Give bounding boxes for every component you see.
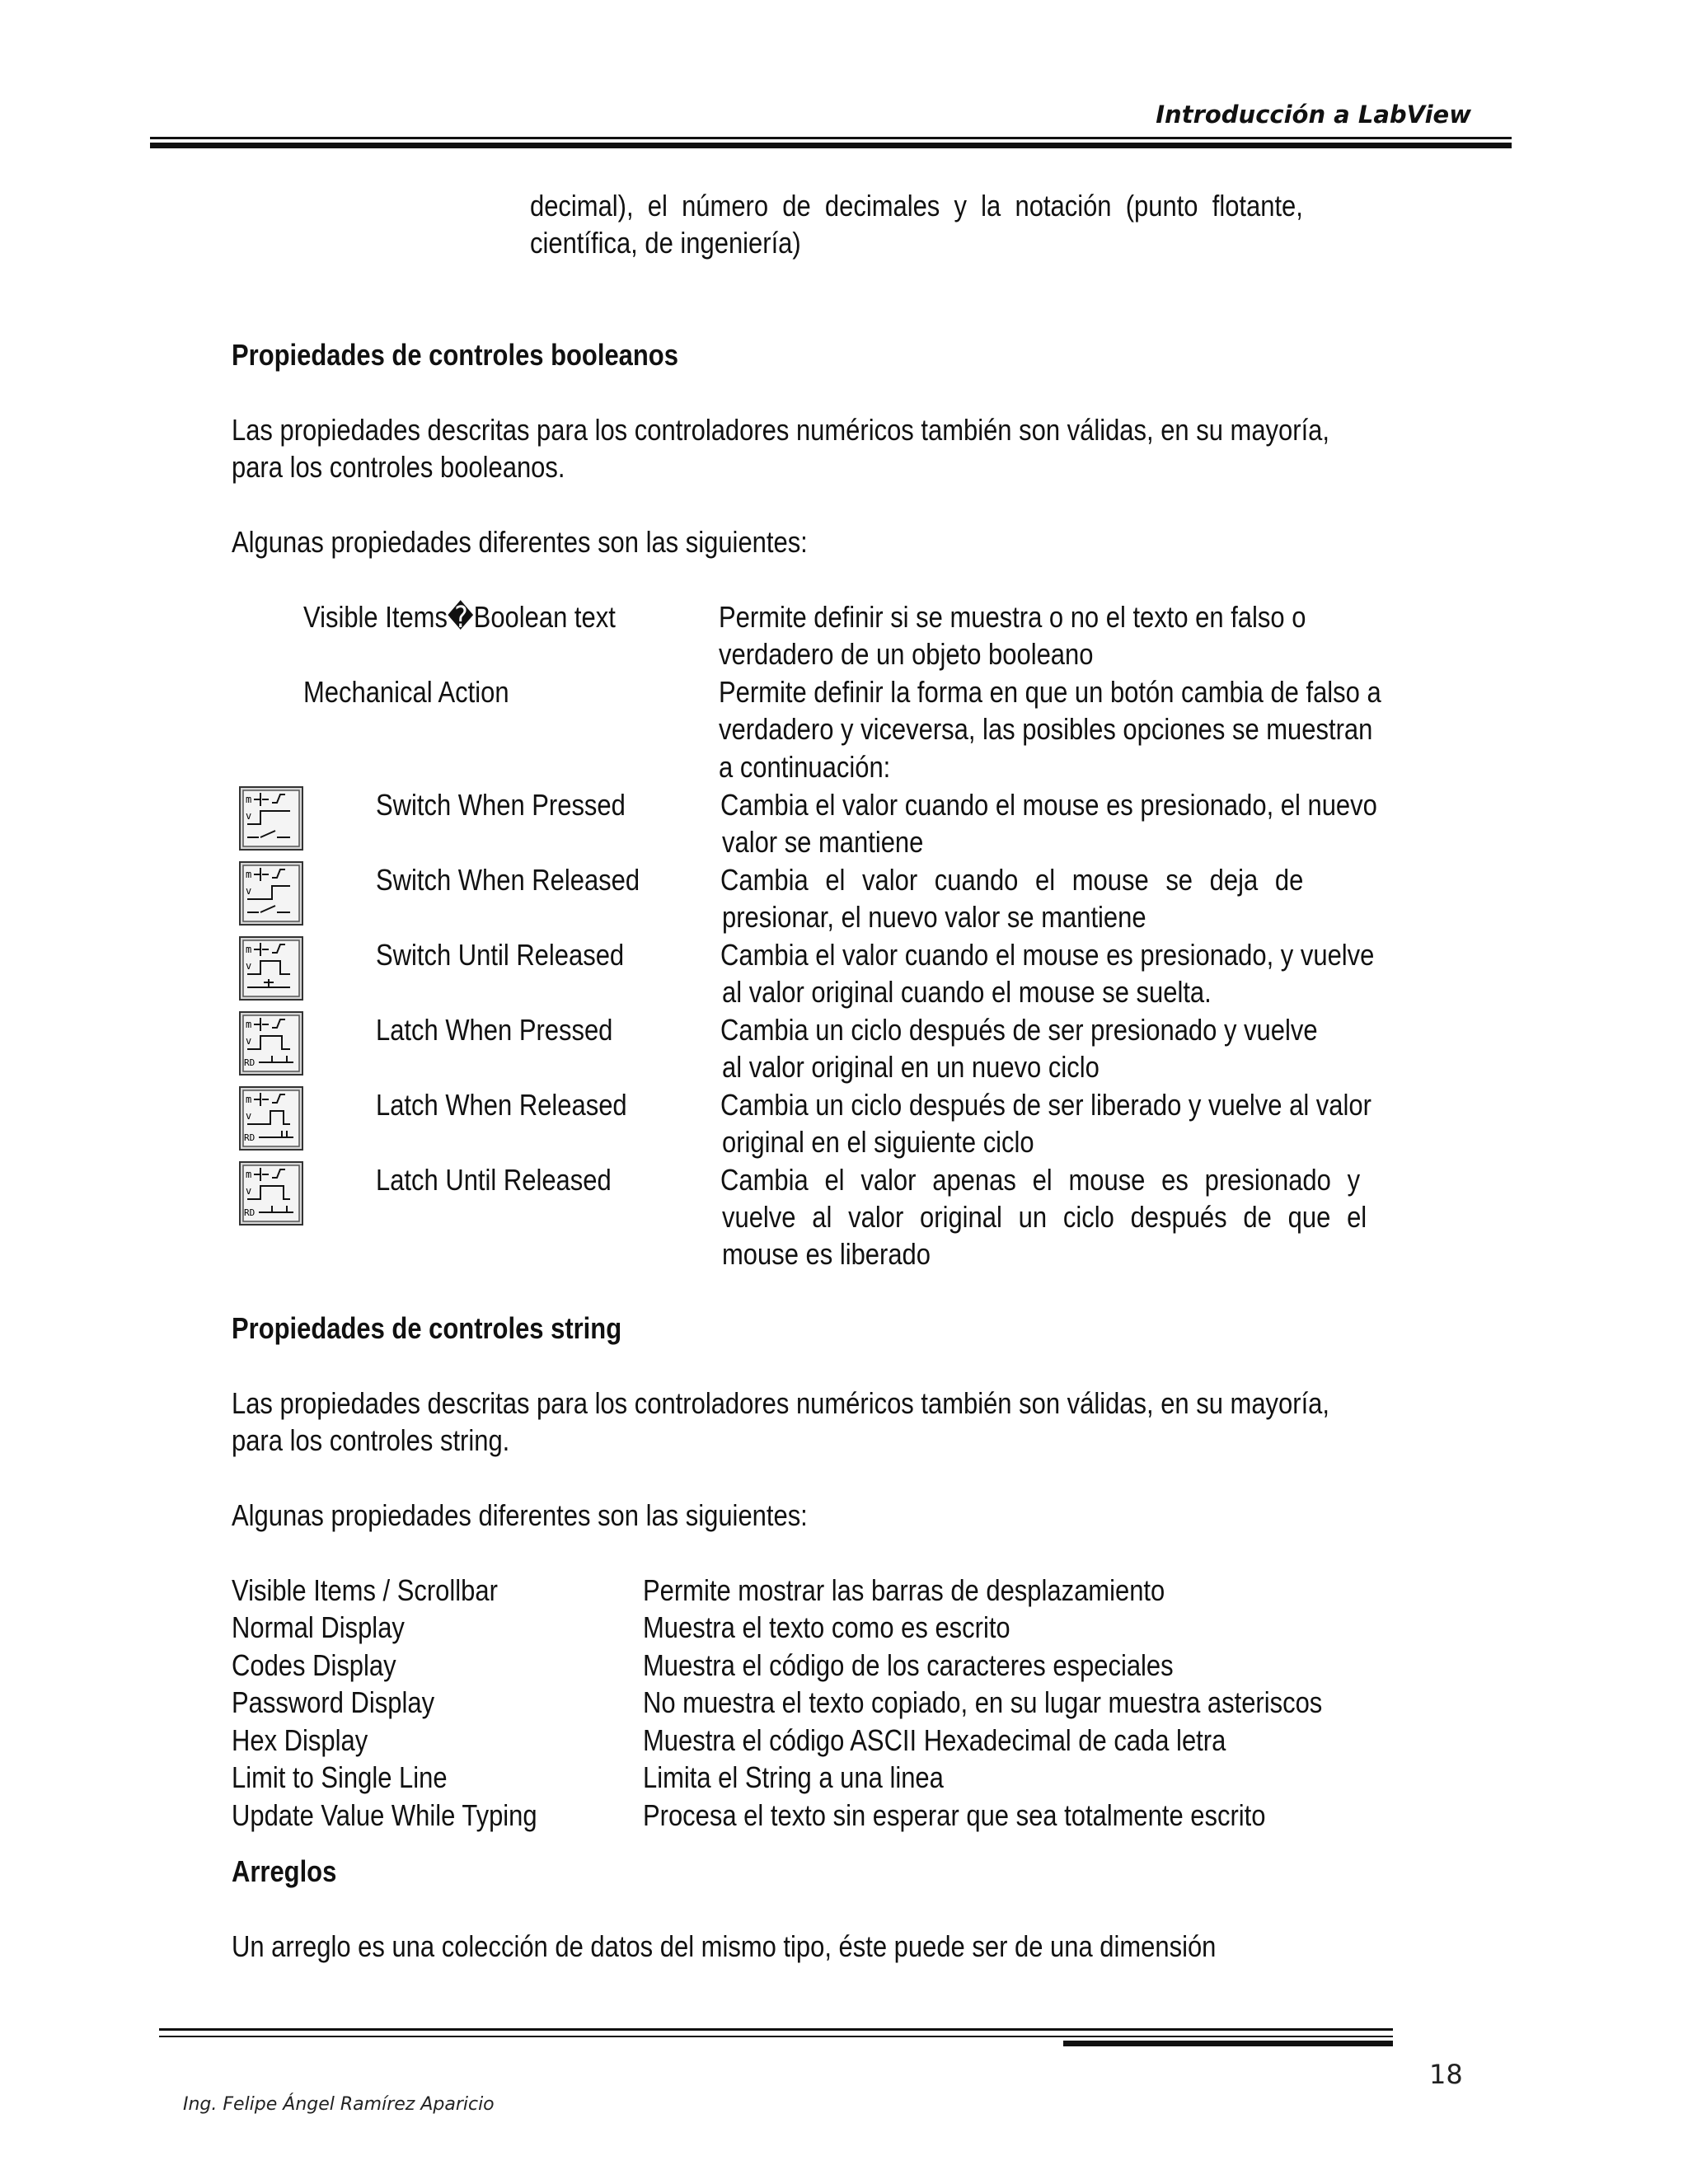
bool-prop-desc: verdadero y viceversa, las posibles opciones se muestran: [719, 712, 1373, 746]
string-para1-line2: para los controles string.: [232, 1423, 510, 1457]
icon-label-m: m: [246, 1169, 252, 1180]
string-prop-name: Limit to Single Line: [232, 1760, 448, 1794]
icon-label-v: v: [246, 810, 252, 822]
footer-rule-thin-2: [159, 2036, 1393, 2037]
bool-prop-desc: Permite definir si se muestra o no el texto en falso o: [719, 600, 1306, 634]
bool-prop-name-mechanical-action: Mechanical Action: [303, 675, 509, 709]
icon-label-m: m: [246, 794, 252, 805]
action-desc: vuelve al valor original un ciclo después de que el: [722, 1200, 1367, 1234]
intro-line-1: decimal), el número de decimales y la notación (punto flotante,: [530, 189, 1303, 223]
latch-until-released-icon: [239, 1161, 303, 1226]
string-prop-desc: Muestra el código ASCII Hexadecimal de cada letra: [643, 1723, 1226, 1757]
string-prop-desc: Permite mostrar las barras de desplazamiento: [643, 1573, 1165, 1607]
action-name: Switch When Pressed: [376, 788, 626, 822]
switch-until-released-icon: [239, 936, 303, 1001]
string-para1-line1: Las propiedades descritas para los controladores numéricos también son válidas, en su mayoría,: [232, 1386, 1329, 1420]
header-rule-thin: [150, 137, 1512, 139]
footer-rule-thin: [159, 2028, 1393, 2031]
string-prop-desc: Muestra el texto como es escrito: [643, 1610, 1010, 1644]
bool-prop-name-visible-items: Visible Items�Boolean text: [303, 600, 616, 634]
string-prop-name: Visible Items / Scrollbar: [232, 1573, 498, 1607]
string-prop-name: Codes Display: [232, 1648, 396, 1682]
action-desc: presionar, el nuevo valor se mantiene: [722, 900, 1146, 934]
boolean-para1-line1: Las propiedades descritas para los controladores numéricos también son válidas, en su mayoría,: [232, 413, 1329, 447]
boolean-para1-line2: para los controles booleanos.: [232, 450, 565, 484]
icon-label-rd: RD: [244, 1057, 256, 1068]
icon-label-rd: RD: [244, 1207, 256, 1218]
footer-rule-thick: [1063, 2041, 1393, 2046]
icon-label-v: v: [246, 1185, 252, 1197]
icon-label-v: v: [246, 1035, 252, 1047]
action-name: Latch When Released: [376, 1088, 627, 1122]
icon-label-v: v: [246, 885, 252, 897]
string-prop-name: Update Value While Typing: [232, 1798, 537, 1832]
latch-when-released-icon: [239, 1086, 303, 1151]
action-desc: Cambia el valor cuando el mouse es presionado, y vuelve: [720, 938, 1375, 972]
action-name: Latch Until Released: [376, 1163, 612, 1197]
switch-when-pressed-icon: [239, 786, 303, 851]
switch-when-released-icon: [239, 861, 303, 926]
header-title: Introducción a LabView: [1156, 101, 1471, 129]
action-desc: Cambia el valor cuando el mouse se deja de: [720, 863, 1304, 897]
action-desc: al valor original cuando el mouse se suelta.: [722, 975, 1212, 1009]
action-name: Switch Until Released: [376, 938, 625, 972]
action-desc: Cambia un ciclo después de ser liberado y vuelve al valor: [720, 1088, 1372, 1122]
header-rule-thick: [150, 143, 1512, 148]
action-name: Switch When Released: [376, 863, 640, 897]
arrays-heading: Arreglos: [232, 1854, 337, 1888]
icon-label-m: m: [246, 869, 252, 880]
string-prop-desc: Muestra el código de los caracteres especiales: [643, 1648, 1174, 1682]
string-prop-name: Hex Display: [232, 1723, 368, 1757]
intro-line-2: científica, de ingeniería): [530, 226, 801, 260]
bool-prop-desc: a continuación:: [719, 750, 891, 784]
action-desc: Cambia el valor apenas el mouse es presionado y: [720, 1163, 1361, 1197]
action-desc: al valor original en un nuevo ciclo: [722, 1050, 1100, 1084]
icon-label-rd: RD: [244, 1132, 256, 1143]
bool-prop-desc: Permite definir la forma en que un botón cambia de falso a: [719, 675, 1381, 709]
page-number: 18: [1429, 2059, 1463, 2090]
string-prop-desc: No muestra el texto copiado, en su lugar muestra asteriscos: [643, 1685, 1323, 1719]
icon-label-m: m: [246, 1094, 252, 1105]
icon-label-m: m: [246, 944, 252, 955]
icon-label-v: v: [246, 960, 252, 972]
action-desc: original en el siguiente ciclo: [722, 1125, 1034, 1159]
icon-label-v: v: [246, 1110, 252, 1122]
action-desc: mouse es liberado: [722, 1237, 931, 1271]
arrays-para1: Un arreglo es una colección de datos del mismo tipo, éste puede ser de una dimensión: [232, 1929, 1217, 1963]
action-desc: Cambia un ciclo después de ser presionado y vuelve: [720, 1013, 1318, 1047]
action-desc: valor se mantiene: [722, 825, 924, 859]
action-name: Latch When Pressed: [376, 1013, 613, 1047]
footer-author: Ing. Felipe Ángel Ramírez Aparicio: [183, 2094, 495, 2115]
string-prop-name: Password Display: [232, 1685, 435, 1719]
boolean-para2: Algunas propiedades diferentes son las siguientes:: [232, 525, 808, 559]
string-prop-desc: Limita el String a una linea: [643, 1760, 944, 1794]
string-prop-name: Normal Display: [232, 1610, 405, 1644]
boolean-heading: Propiedades de controles booleanos: [232, 338, 678, 372]
bool-prop-desc: verdadero de un objeto booleano: [719, 637, 1094, 671]
action-desc: Cambia el valor cuando el mouse es presionado, el nuevo: [720, 788, 1377, 822]
string-heading: Propiedades de controles string: [232, 1311, 622, 1345]
string-para2: Algunas propiedades diferentes son las siguientes:: [232, 1498, 808, 1532]
latch-when-pressed-icon: [239, 1011, 303, 1076]
icon-label-m: m: [246, 1019, 252, 1030]
string-prop-desc: Procesa el texto sin esperar que sea totalmente escrito: [643, 1798, 1266, 1832]
